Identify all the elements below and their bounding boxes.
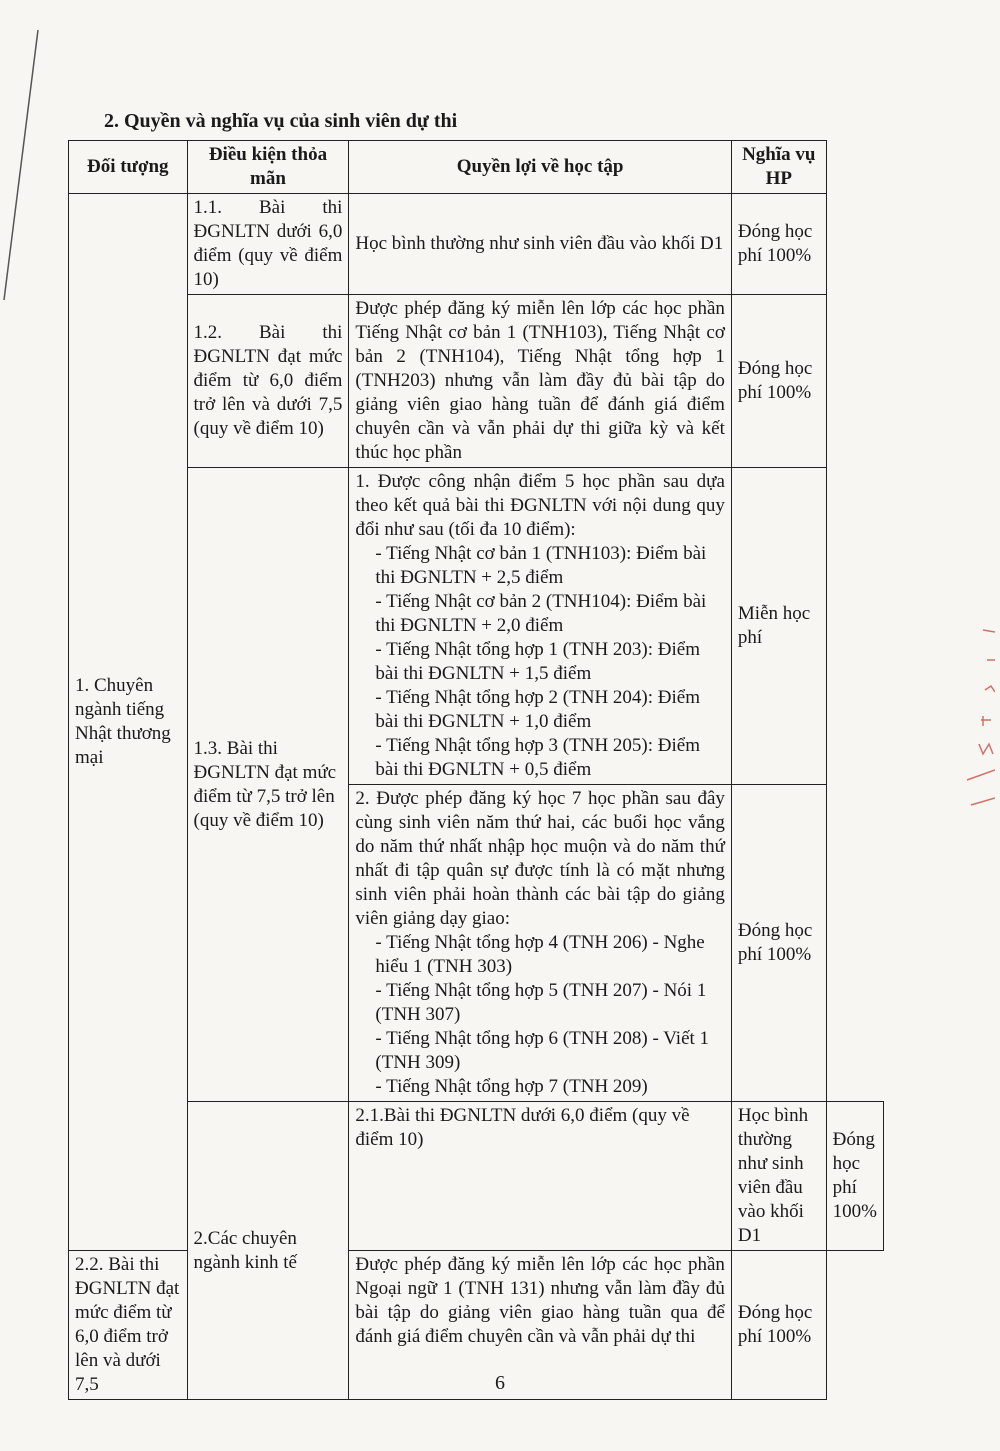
list-item: - Tiếng Nhật tổng hợp 3 (TNH 205): Điểm bài thi ĐGNLTN + 0,5 điểm: [375, 735, 700, 780]
header-benefit: Quyền lợi về học tập: [349, 141, 732, 194]
group1-row3-benefit-b: [349, 785, 732, 1102]
group1-row2-condition: 1.2. Bài thi ĐGNLTN đạt mức điểm từ 6,0 điểm trở lên và dưới 7,5 (quy về điểm 10): [187, 295, 349, 468]
table-row: [69, 295, 884, 468]
scan-edge-mark: [0, 0, 40, 320]
group1-row2-benefit: Được phép đăng ký miễn lên lớp các học phần Tiếng Nhật cơ bản 1 (TNH103), Tiếng Nhật cơ bản 2 (TNH104), Tiếng Nhật tổng hợp 1 (TNH203) nhưng vẫn làm đầy đủ bài tập do giảng viên giao hàng tuần để đánh giá điểm chuyên cần và vẫn phải dự thi giữa kỳ và kết thúc học phần: [349, 295, 732, 468]
list-item: - Tiếng Nhật tổng hợp 5 (TNH 207) - Nói 1 (TNH 307): [375, 980, 707, 1025]
table-row: [69, 194, 884, 295]
header-condition: Điều kiện thỏa mãn: [187, 141, 349, 194]
group1-row1-fee: Đóng học phí 100%: [731, 194, 826, 295]
group1-row3a-fee: Miễn học phí: [731, 468, 826, 785]
table-row: [69, 468, 884, 785]
group1-row1-condition: 1.1. Bài thi ĐGNLTN dưới 6,0 điểm (quy về điểm 10): [187, 194, 349, 295]
list-item: - Tiếng Nhật tổng hợp 6 (TNH 208) - Viết 1 (TNH 309): [375, 1028, 710, 1073]
group2-row2-benefit: Được phép đăng ký miễn lên lớp các học phần Ngoại ngữ 1 (TNH 131) nhưng vẫn làm đầy đủ bài tập do giảng viên giao hàng tuần qua để đánh giá điểm chuyên cần và vẫn phải dự thi: [349, 1251, 732, 1400]
group2-row1-condition: 2.1.Bài thi ĐGNLTN dưới 6,0 điểm (quy về điểm 10): [349, 1102, 732, 1251]
table-header-row: [69, 141, 884, 194]
group1-row2-fee: Đóng học phí 100%: [731, 295, 826, 468]
group1-row3b-fee: Đóng học phí 100%: [731, 785, 826, 1102]
group1-object: 1. Chuyên ngành tiếng Nhật thương mại: [69, 194, 188, 1251]
group1-row3-benefit-a: [349, 468, 732, 785]
list-item: - Tiếng Nhật tổng hợp 7 (TNH 209): [375, 1076, 648, 1097]
section-heading: 2. Quyền và nghĩa vụ của sinh viên dự thi: [104, 110, 458, 132]
rights-obligations-table: [68, 140, 884, 1400]
group1-row1-benefit: Học bình thường như sinh viên đầu vào khối D1: [349, 194, 732, 295]
group2-object: 2.Các chuyên ngành kinh tế: [187, 1102, 349, 1400]
list-item: - Tiếng Nhật tổng hợp 2 (TNH 204): Điểm bài thi ĐGNLTN + 1,0 điểm: [375, 687, 700, 732]
header-fee: Nghĩa vụ HP: [731, 141, 826, 194]
list-item: - Tiếng Nhật cơ bản 2 (TNH104): Điểm bài thi ĐGNLTN + 2,0 điểm: [375, 591, 707, 636]
header-object: Đối tượng: [69, 141, 188, 194]
group2-row1-benefit: Học bình thường như sinh viên đầu vào khối D1: [731, 1102, 826, 1251]
stamp-fragment: [965, 620, 995, 820]
list-item: - Tiếng Nhật tổng hợp 1 (TNH 203): Điểm bài thi ĐGNLTN + 1,5 điểm: [375, 639, 700, 684]
benefit-b-intro: 2. Được phép đăng ký học 7 học phần sau đây cùng sinh viên năm thứ hai, các buổi học vắng do năm thứ nhất nhập học muộn và do năm thứ nhất đi tập quân sự được tính là có mặt nhưng sinh viên phải hoàn thành các bài tập do giảng viên giảng dạy giao:: [355, 788, 725, 929]
table-row: [69, 1102, 884, 1251]
group2-row2-fee: Đóng học phí 100%: [731, 1251, 826, 1400]
list-item: - Tiếng Nhật cơ bản 1 (TNH103): Điểm bài thi ĐGNLTN + 2,5 điểm: [375, 543, 707, 588]
group2-row1-fee: Đóng học phí 100%: [826, 1102, 883, 1251]
benefit-a-intro: 1. Được công nhận điểm 5 học phần sau dựa theo kết quả bài thi ĐGNLTN với nội dung quy đổi như sau (tối đa 10 điểm):: [355, 471, 725, 540]
page-number: 6: [495, 1372, 505, 1394]
list-item: - Tiếng Nhật tổng hợp 4 (TNH 206) - Nghe hiểu 1 (TNH 303): [375, 932, 705, 977]
group2-row2-condition: 2.2. Bài thi ĐGNLTN đạt mức điểm từ 6,0 điểm trở lên và dưới 7,5: [69, 1251, 188, 1400]
group1-row3-condition: 1.3. Bài thi ĐGNLTN đạt mức điểm từ 7,5 trở lên (quy về điểm 10): [187, 468, 349, 1102]
